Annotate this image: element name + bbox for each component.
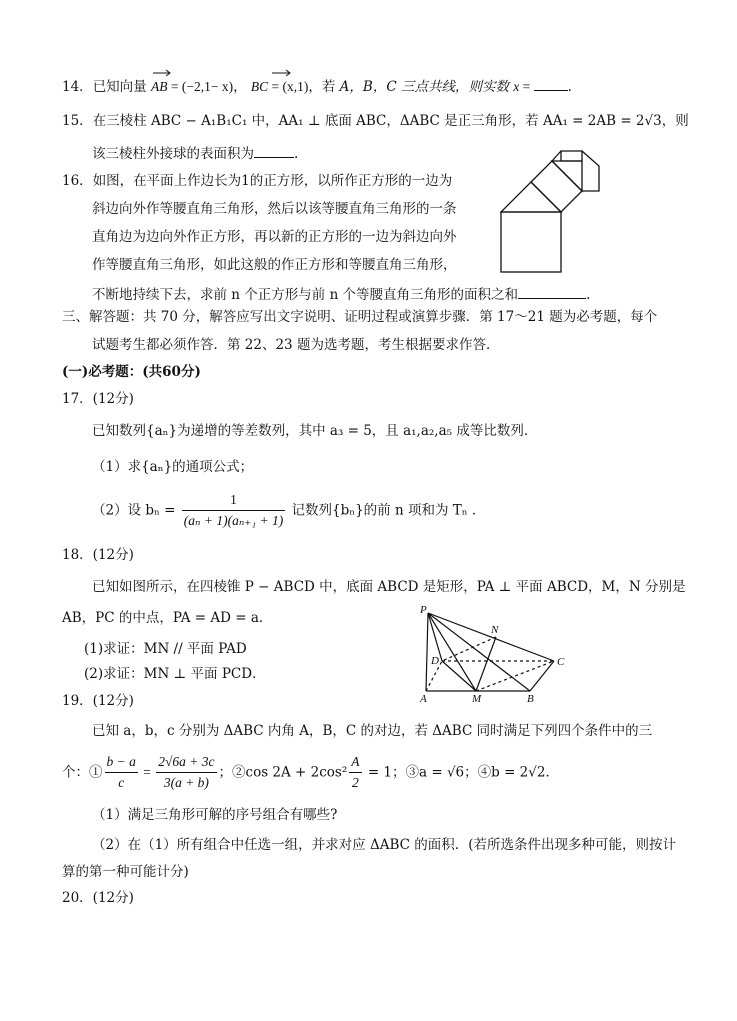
label-b: B [527, 693, 534, 705]
question-17-header: 17．(12分) [62, 391, 134, 407]
question-16-line-2: 斜边向外作等腰直角三角形，然后以该等腰直角三角形的一条 [92, 201, 457, 217]
fraction-half-a: $\frac{A}{2}$ [349, 752, 361, 793]
question-18-part-2: (2)求证：MN ⊥ 平面 PCD． [84, 666, 266, 682]
label-n: N [491, 624, 499, 636]
question-19-part-1: （1）满足三角形可解的序号组合有哪些? [92, 807, 338, 823]
label-d: D [431, 655, 439, 667]
fraction-condition-1-right: $\frac{2√6a + 3c}{3(a + b)}$ [156, 752, 216, 793]
question-16-line-5: 不断地持续下去，求前 n 个正方形与前 n 个等腰直角三角形的面积之和 . [92, 284, 590, 304]
fraction-b-n: $\frac{1}{\text{(aₙ + 1)(aₙ₊₁ + 1)}}$ [182, 490, 285, 531]
question-19-line-2: 个：① $\frac{b - a}{c}$ = $\frac{2√6a + 3c}{3(a + b)}$ ；②cos 2A + 2cos² $\frac{A}{2}$ = 1；③a = √6；④b = 2√2． [62, 752, 559, 793]
question-18-line-1: 已知如图所示，在四棱锥 P − ABCD 中，底面 ABCD 是矩形，PA ⊥ 平面 ABCD，M，N 分别是 [92, 579, 686, 595]
question-19-part-2-line-1: （2）在（1）所有组合中任选一组，并求对应 ΔABC 的面积．(若所选条件出现多种可能，则按计 [92, 837, 677, 853]
question-19-line-1: 已知 a，b，c 分别为 ΔABC 内角 A，B，C 的对边，若 ΔABC 同时满足下列四个条件中的三 [92, 723, 653, 739]
label-c: C [557, 656, 565, 668]
question-15-line-2: 该三棱柱外接球的表面积为 . [92, 143, 298, 163]
question-16-line-4: 作等腰直角三角形，如此这般的作正方形和等腰直角三角形， [92, 257, 457, 273]
question-15-line-1: 15．在三棱柱 ABC − A₁B₁C₁ 中，AA₁ ⊥ 底面 ABC，ΔABC 是正三角形，若 AA₁ = 2AB = 2√3，则 [62, 113, 689, 129]
label-m: M [472, 693, 482, 705]
vector-ab: AB [150, 79, 168, 94]
question-16-line-3: 直角边为边向外作正方形，再以新的正方形的一边为斜边向外 [92, 229, 457, 245]
question-17-stem: 已知数列{aₙ}为递增的等差数列，其中 a₃ = 5，且 a₁,a₂,a₅ 成等比数列． [92, 423, 538, 439]
question-17-part-2: （2）设 bₙ = $\frac{1}{\text{(aₙ + 1)(aₙ₊₁ + 1)}}$ 记数列{bₙ}的前 n 项和为 Tₙ ． [92, 490, 485, 531]
section-3-line-1: 三、解答题：共 70 分，解答应写出文字说明、证明过程或演算步骤．第 17～21 题为必考题，每个 [62, 309, 658, 325]
question-number: 14． [62, 79, 93, 95]
part-1-heading: (一)必考题：(共60分) [62, 364, 201, 380]
vector-bc: BC [250, 79, 269, 94]
question-18-line-2: AB，PC 的中点，PA = AD = a． [62, 610, 273, 626]
question-number: 16． [62, 173, 93, 189]
question-19-part-2-line-2: 算的第一种可能计分) [62, 864, 189, 880]
label-a: A [420, 693, 427, 705]
question-19-header: 19．(12分) [62, 693, 134, 709]
question-17-part-1: （1）求{aₙ}的通项公式； [92, 459, 254, 475]
fraction-condition-1-left: $\frac{b - a}{c}$ [105, 752, 138, 793]
label-p: P [420, 604, 427, 616]
question-18-header: 18．(12分) [62, 547, 134, 563]
question-18-part-1: (1)求证：MN // 平面 PAD [84, 641, 247, 657]
question-14: 14．已知向量 AB = (−2,1− x)， BC = (x,1)，若 A，B，C 三点共线，则实数 x = . [62, 76, 572, 96]
question-16-line-1: 16．如图，在平面上作边长为1的正方形，以所作正方形的一边为 [62, 173, 453, 189]
question-number: 15． [62, 113, 93, 129]
question-20-header: 20．(12分) [62, 890, 134, 906]
section-3-line-2: 试题考生都必须作答．第 22、23 题为选考题，考生根据要求作答． [92, 337, 500, 353]
